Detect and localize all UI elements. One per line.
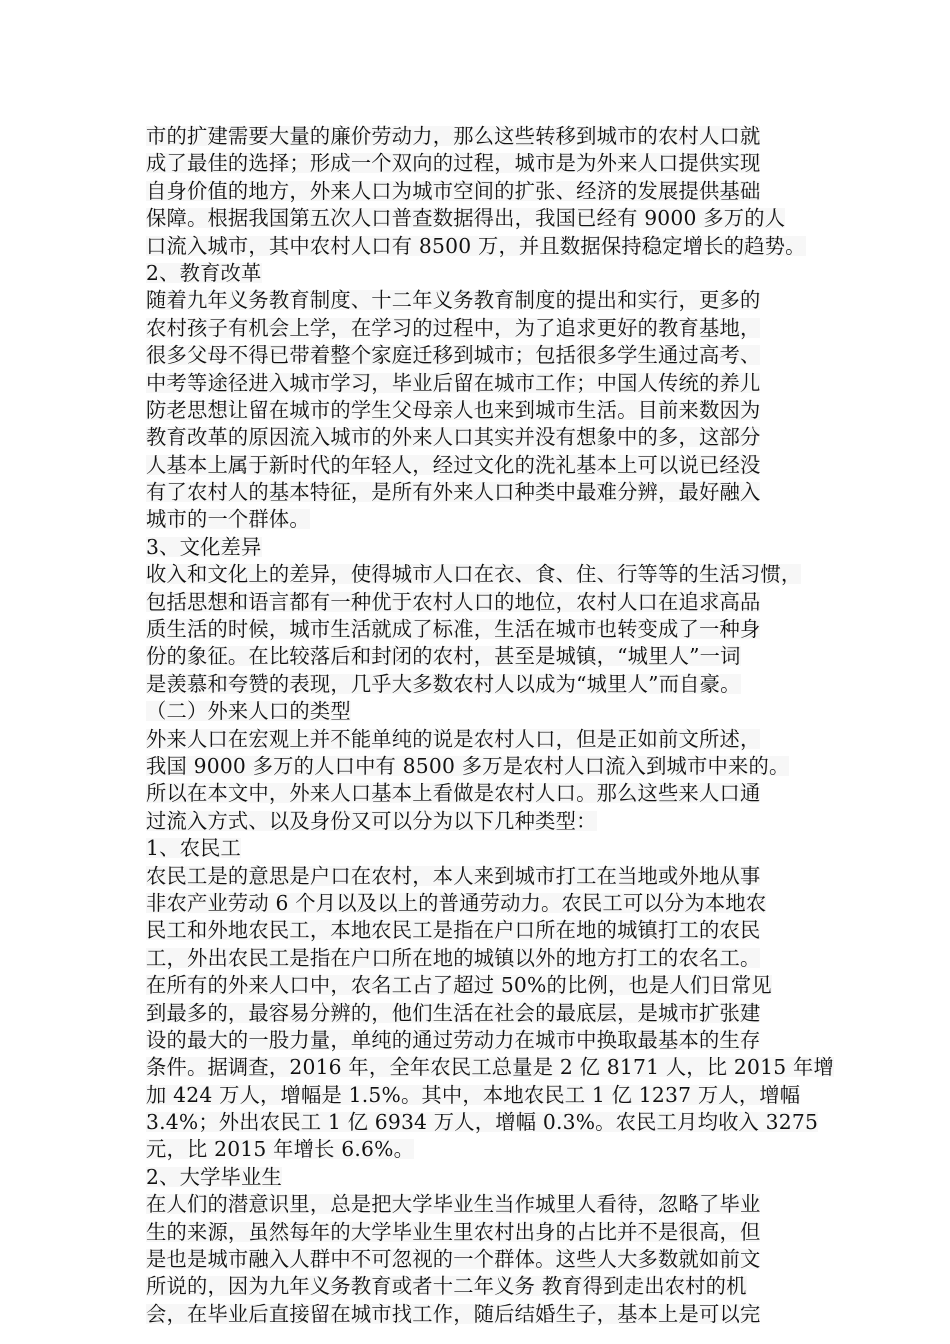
text-line xyxy=(146,863,816,890)
text-line xyxy=(146,1191,816,1218)
line-text: 加 424 万人，增幅是 1.5%。其中，本地农民工 1 亿 1237 万人，增幅 xyxy=(146,1082,801,1107)
line-text: 农民工是的意思是户口在农村，本人来到城市打工在当地或外地从事 xyxy=(146,863,761,888)
text-line xyxy=(146,1027,816,1054)
text-line xyxy=(146,1273,816,1300)
heading-text: 2、教育改革 xyxy=(146,260,262,285)
text-line xyxy=(146,1246,816,1273)
text-line xyxy=(146,315,816,342)
text-line xyxy=(146,1136,816,1163)
text-line xyxy=(146,972,816,999)
line-text: 城市的一个群体。 xyxy=(146,507,310,532)
line-text: 口流入城市，其中农村人口有 8500 万，并且数据保持稳定增长的趋势。 xyxy=(146,233,806,258)
heading-text: 3、文化差异 xyxy=(146,534,262,559)
line-text: 收入和文化上的差异，使得城市人口在衣、食、住、行等等的生活习惯， xyxy=(146,562,802,587)
line-text: 在人们的潜意识里，总是把大学毕业生当作城里人看待，忽略了毕业 xyxy=(146,1192,761,1217)
line-text: 工，外出农民工是指在户口所在地的城镇以外的地方打工的农名工。 xyxy=(146,945,761,970)
section-heading xyxy=(146,260,816,287)
section-heading xyxy=(146,534,816,561)
text-line xyxy=(146,589,816,616)
line-text: 条件。据调查，2016 年，全年农民工总量是 2 亿 8171 人，比 2015 年增 xyxy=(146,1055,834,1080)
line-text: 有了农村人的基本特征，是所有外来人口种类中最难分辨，最好融入 xyxy=(146,480,761,505)
line-text: 外来人口在宏观上并不能单纯的说是农村人口，但是正如前文所述， xyxy=(146,726,761,751)
line-text: 到最多的，最容易分辨的，他们生活在社会的最底层，是城市扩张建 xyxy=(146,1000,761,1025)
line-text: 教育改革的原因流入城市的外来人口其实并没有想象中的多，这部分 xyxy=(146,425,761,450)
line-text: 过流入方式、以及身份又可以分为以下几种类型： xyxy=(146,808,597,833)
line-text: 中考等途径进入城市学习，毕业后留在城市工作；中国人传统的养儿 xyxy=(146,370,761,395)
line-text: 会，在毕业后直接留在城市找工作，随后结婚生子，基本上是可以完 xyxy=(146,1301,761,1326)
line-text: 元，比 2015 年增长 6.6%。 xyxy=(146,1137,415,1162)
line-text: 民工和外地农民工，本地农民工是指在户口所在地的城镇打工的农民 xyxy=(146,918,761,943)
line-text: 是羡慕和夸赞的表现，几乎大多数农村人以成为“城里人”而自豪。 xyxy=(146,671,741,696)
line-text: 人基本上属于新时代的年轻人，经过文化的洗礼基本上可以说已经没 xyxy=(146,452,761,477)
text-line xyxy=(146,150,816,177)
text-line xyxy=(146,1301,816,1328)
text-line xyxy=(146,370,816,397)
text-line xyxy=(146,479,816,506)
line-text: 市的扩建需要大量的廉价劳动力，那么这些转移到城市的农村人口就 xyxy=(146,124,761,148)
line-text: 所说的，因为九年义务教育或者十二年义务 教育得到走出农村的机 xyxy=(146,1274,747,1299)
section-heading xyxy=(146,835,816,862)
line-text: 保障。根据我国第五次人口普查数据得出，我国已经有 9000 多万的人 xyxy=(146,206,786,231)
text-line xyxy=(146,452,816,479)
line-text: 设的最大的一股力量，单纯的通过劳动力在城市中换取最基本的生存 xyxy=(146,1027,761,1052)
text-line xyxy=(146,287,816,314)
line-text: 非农产业劳动 6 个月以及以上的普通劳动力。农民工可以分为本地农 xyxy=(146,890,767,915)
text-line xyxy=(146,233,816,260)
line-text: 成了最佳的选择；形成一个双向的过程，城市是为外来人口提供实现 xyxy=(146,151,761,176)
text-line xyxy=(146,808,816,835)
text-line xyxy=(146,561,816,588)
heading-text: 2、大学毕业生 xyxy=(146,1164,282,1189)
text-line xyxy=(146,123,816,150)
text-line xyxy=(146,890,816,917)
text-line xyxy=(146,726,816,753)
line-text: 很多父母不得已带着整个家庭迁移到城市；包括很多学生通过高考、 xyxy=(146,343,761,368)
text-line xyxy=(146,342,816,369)
text-line xyxy=(146,1000,816,1027)
text-line xyxy=(146,643,816,670)
text-line xyxy=(146,1054,834,1081)
line-text: 防老思想让留在城市的学生父母亲人也来到城市生活。目前来数因为 xyxy=(146,397,761,422)
text-line xyxy=(146,671,816,698)
text-line xyxy=(146,424,816,451)
line-text: 质生活的时候，城市生活就成了标准，生活在城市也转变成了一种身 xyxy=(146,617,761,642)
text-line xyxy=(146,945,816,972)
line-text: 我国 9000 多万的人口中有 8500 多万是农村人口流入到城市中来的。 xyxy=(146,753,790,778)
text-line xyxy=(146,616,816,643)
text-line xyxy=(146,753,816,780)
line-text: 是也是城市融入人群中不可忽视的一个群体。这些人大多数就如前文 xyxy=(146,1247,761,1272)
section-heading xyxy=(146,1164,816,1191)
line-text: 份的象征。在比较落后和封闭的农村，甚至是城镇，“城里人”一词 xyxy=(146,644,741,669)
text-line xyxy=(146,205,816,232)
text-line xyxy=(146,780,816,807)
line-text: 所以在本文中，外来人口基本上看做是农村人口。那么这些来人口通 xyxy=(146,781,761,806)
heading-text: 1、农民工 xyxy=(146,836,242,861)
line-text: 在所有的外来人口中，农名工占了超过 50%的比例，也是人们日常见 xyxy=(146,973,772,998)
line-text: 3.4%；外出农民工 1 亿 6934 万人，增幅 0.3%。农民工月均收入 3275 xyxy=(146,1110,819,1135)
line-text: 随着九年义务教育制度、十二年义务教育制度的提出和实行，更多的 xyxy=(146,288,761,313)
text-line xyxy=(146,178,816,205)
text-line xyxy=(146,1109,819,1136)
text-line xyxy=(146,506,816,533)
text-line xyxy=(146,917,816,944)
text-line xyxy=(146,397,816,424)
text-line xyxy=(146,1082,816,1109)
line-text: 生的来源，虽然每年的大学毕业生里农村出身的占比并不是很高，但 xyxy=(146,1219,761,1244)
text-line xyxy=(146,1219,816,1246)
body-text xyxy=(146,123,834,1328)
section-heading xyxy=(146,698,816,725)
line-text: 自身价值的地方，外来人口为城市空间的扩张、经济的发展提供基础 xyxy=(146,178,761,203)
heading-text: （二）外来人口的类型 xyxy=(146,699,351,724)
line-text: 包括思想和语言都有一种优于农村人口的地位，农村人口在追求高品 xyxy=(146,589,761,614)
line-text: 农村孩子有机会上学，在学习的过程中，为了追求更好的教育基地， xyxy=(146,315,761,340)
